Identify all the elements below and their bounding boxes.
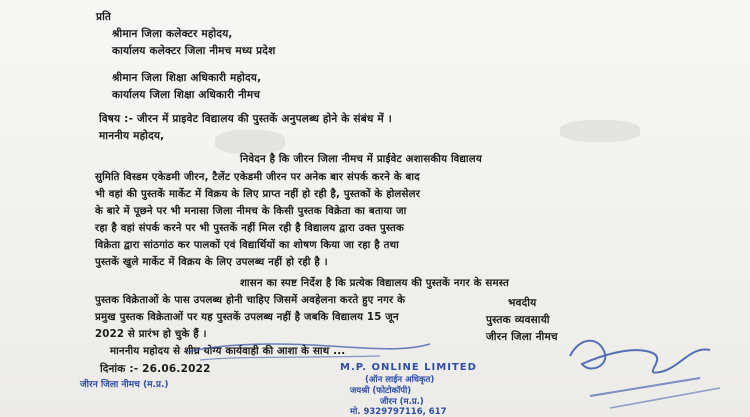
handwritten-signature (560, 326, 740, 416)
stamp-2-shop: जयश्री (फोटोकॉपी) (350, 386, 412, 396)
paragraph-2-line: 2022 से प्रारंभ हो चुके हैं । (95, 329, 207, 340)
smudge (560, 120, 640, 142)
stamp-2-phone: मो. 9329797116, 617 (350, 407, 447, 417)
closing-word: भवदीय (508, 297, 537, 309)
stamp-2-place: जीरन (म.प्र.) (380, 397, 424, 407)
stamp-2-subtitle: (ऑन लाईन अधिकृत) (365, 375, 435, 385)
stamp-2-title: M.P. ONLINE LIMITED (340, 362, 477, 373)
recipient-1-office: कार्यालय कलेक्टर जिला नीमच मध्य प्रदेश (112, 45, 276, 57)
sender-place: जीरन जिला नीमच (486, 331, 558, 343)
salutation: माननीय महोदय, (99, 130, 165, 142)
paragraph-1-line: के बारे में पूछने पर भी मनासा जिला नीमच के किसी पुस्तक विक्रेता का बताया जा (95, 206, 407, 217)
paragraph-2-line: पुस्तक विक्रेताओं के पास उपलब्ध होनी चाहिए जिसमें अवहेलना करते हुए नगर के (95, 295, 406, 306)
paragraph-1-line: निवेदन है कि जीरन जिला नीमच में प्राईवेट अशासकीय विद्यालय (240, 154, 482, 165)
paragraph-1-line: भी वहां की पुस्तकें मार्केट में विक्रय के लिए प्राप्त नहीं हो रही है, पुस्तकों के होलसेलर (95, 189, 421, 200)
recipient-2-name: श्रीमान जिला शिक्षा अधिकारी महोदय, (112, 72, 262, 84)
paragraph-1-line: विक्रेता द्वारा सांठगांठ कर पालकों एवं विद्यार्थियों का शोषण किया जा रहा है तथा (95, 240, 399, 251)
paragraph-1-line: पुस्तकें खुले मार्केट में विक्रय के लिए उपलब्ध नहीं हो रही है । (95, 257, 328, 268)
recipient-2-office: कार्यालय जिला शिक्षा अधिकारी नीमच (112, 89, 261, 101)
paragraph-2-line: शासन का स्पष्ट निर्देश है कि प्रत्येक विद्यालय की पुस्तकें नगर के समस्त (240, 278, 509, 289)
paragraph-1-line: रहा है वहां संपर्क करने पर भी पुस्तकें नहीं मिल रही है विद्यालय द्वारा उक्त पुस्तक (95, 223, 405, 234)
paragraph-1-line: सुमिति विस्डम एकेडमी जीरन, टैलेंट एकेडमी जीरन पर अनेक बार संपर्क करने के बाद (95, 172, 420, 183)
letter-date: दिनांक :- 26.06.2022 (100, 363, 211, 375)
recipient-1-name: श्रीमान जिला कलेक्टर महोदय, (112, 28, 233, 40)
subject-line: विषय :- जीरन में प्राइवेट विद्यालय की पुस्तकें अनुपलब्ध होने के संबंध में । (99, 113, 392, 125)
closing-request: माननीय महोदय से शीघ्र योग्य कार्यवाही की आशा के साथ ... (110, 346, 346, 357)
recipient-label: प्रति (96, 11, 112, 23)
stamp-1-text: जीरन जिला नीमच (म.प्र.) (80, 380, 169, 390)
paragraph-2-line: प्रमुख पुस्तक विक्रेताओं पर यह पुस्तकें उपलब्ध नहीं है जबकि विद्यालय 15 जून (95, 312, 399, 323)
sender-title: पुस्तक व्यवसायी (486, 314, 550, 326)
